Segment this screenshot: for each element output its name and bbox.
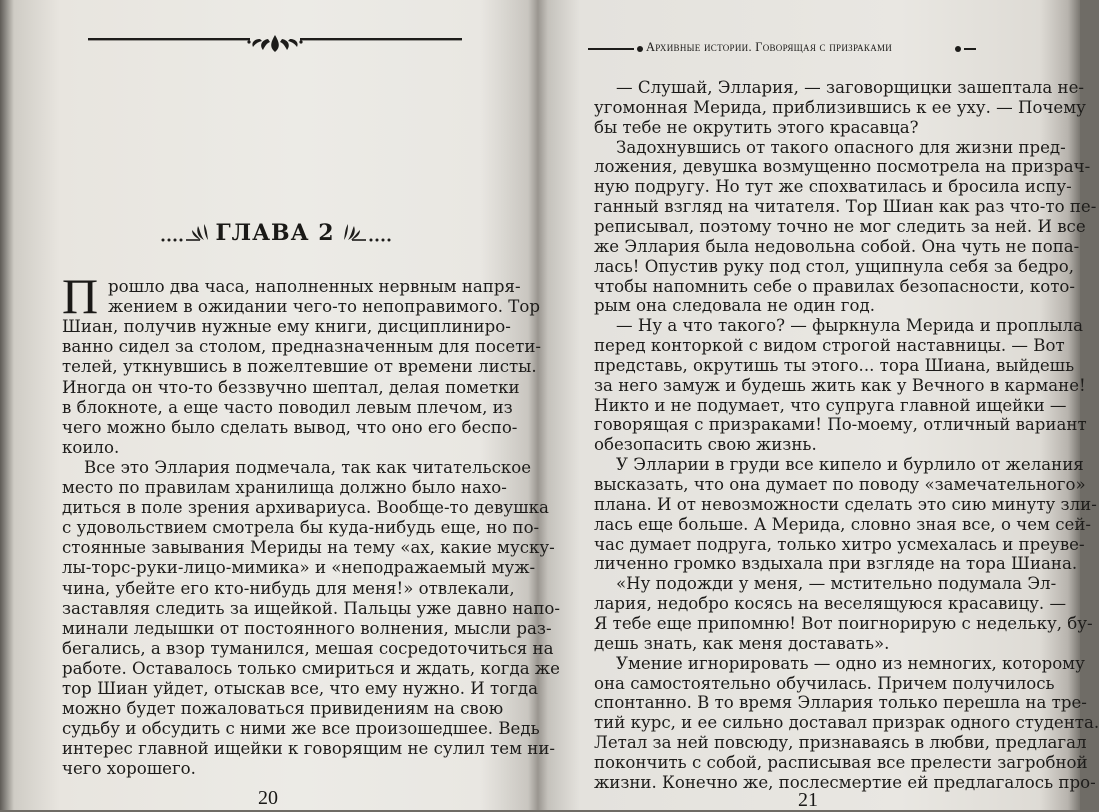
text-line: тор Шиан уйдет, отыскав все, что ему нужно. И тогда [62, 679, 539, 698]
text-line: можно будет пожаловаться привидениям на свою [62, 699, 504, 719]
text-line: заставляя следить за ищейкой. Пальцы уже давно напо- [62, 598, 560, 618]
drop-cap: П [62, 268, 99, 324]
text-line: Шиан, получив нужные ему книги, дисциплиниро- [62, 317, 511, 337]
text-line: Все это Эллария подмечала, так как читательское [84, 457, 532, 477]
text-line: бы тебе не окрутить этого красавца? [594, 117, 919, 137]
text-line: — Ну а что такого? — фыркнула Мерида и проплыла [616, 316, 1083, 336]
text-line: стоянные завывания Мериды на тему «ах, какие муску- [62, 538, 555, 558]
text-line: с удовольствием смотрела бы куда-нибудь еще, но по- [62, 518, 540, 538]
text-line: чего хорошего. [62, 759, 196, 779]
text-line: же Эллария была недовольна собой. Она чуть не попа- [594, 236, 1080, 256]
text-line: У Элларии в груди все кипело и бурлило от желания [616, 455, 1084, 475]
header-ornament-icon [88, 30, 462, 54]
text-line: плана. И от невозможности сделать это сию минуту зли- [594, 494, 1097, 514]
text-line: рым она следовала не один год. [594, 296, 875, 316]
text-line: Умение игнорировать — одно из немногих, которому [616, 653, 1085, 673]
text-line: жизни. Конечно же, послесмертие ей предлагалось про- [594, 772, 1096, 792]
text-line: в блокноте, а еще часто поводил левым плечом, из [62, 397, 513, 417]
text-line: за него замуж и будешь жить как у Вечного в кармане! [594, 375, 1086, 395]
text-line: работе. Оставалось только смириться и ждать, когда же [62, 658, 560, 678]
text-line: — Слушай, Эллария, — заговорщицки зашептала не- [616, 78, 1085, 97]
text-line: коило. [62, 437, 120, 457]
text-line: высказать, что она думает по поводу «замечательного» [594, 475, 1086, 494]
text-line: чего можно было сделать вывод, что оно его беспо- [62, 417, 518, 437]
text-line: представь, окрутишь ты этого... тора Шиана, выйдешь [594, 355, 1075, 375]
text-line: лария, недобро косясь на веселящуюся красавицу. — [594, 594, 1067, 614]
chapter-title: ГЛАВА 2 [215, 220, 335, 246]
text-line: лась! Опустив руку под стол, ущипнула себя за бедро, [594, 256, 1074, 276]
text-line: Иногда он что-то беззвучно шептал, делая пометки [62, 377, 520, 397]
chapter-ornament-right-icon [342, 222, 392, 246]
text-line: чтобы напомнить себе о правилах безопасности, кото- [594, 276, 1076, 296]
text-line: час думает подруга, только хитро усмехалась и преуве- [594, 534, 1085, 554]
text-line: Летал за ней повсюду, признаваясь в любви, предлагал [594, 733, 1087, 753]
page-number-left: 20 [258, 787, 278, 809]
text-line: ванно сидел за столом, предназначенным для посети- [62, 337, 541, 357]
text-line: покончить с собой, расписывая все прелести загробной [594, 752, 1088, 772]
text-line: чина, убейте его кто-нибудь для меня!» отвлекали, [62, 578, 515, 598]
chapter-ornament-left-icon [160, 222, 210, 246]
text-line: спонтанно. В то время Эллария только перешла на тре- [594, 693, 1087, 713]
text-line: «Ну подожди у меня, — мстительно подумала Эл- [616, 574, 1057, 594]
text-line: перед конторкой с видом строгой наставницы. — Вот [594, 336, 1065, 356]
text-line: угомонная Мерида, приблизившись к ее уху. — Почему [594, 97, 1086, 117]
text-line: рошло два часа, наполненных нервным напря- [108, 277, 521, 296]
text-line: Я тебе еще припомню! Вот поигнорирую с недельку, бу- [594, 613, 1093, 633]
text-line: ную подругу. Но тут же спохватилась и бросила испу- [594, 177, 1072, 197]
page-number-right: 21 [798, 789, 818, 811]
right-page [540, 0, 1099, 811]
running-head-title: Архивные истории. Говорящая с призраками [646, 40, 893, 54]
text-line: реписывал, поэтому точно не мог следить за ней. И все [594, 216, 1086, 236]
text-line: ложения, девушка возмущенно посмотрела на призрач- [594, 157, 1091, 177]
text-line: диться в поле зрения архивариуса. Вообще-то девушка [62, 498, 549, 518]
text-line: обезопасить свою жизнь. [594, 435, 817, 455]
text-line: жением в ожидании чего-то непоправимого. Тор [108, 297, 540, 317]
text-line: интерес главной ищейки к говорящим не сулил тем ни- [62, 739, 556, 759]
text-line: Никто и не подумает, что супруга главной ищейки — [594, 395, 1067, 415]
text-line: судьбу и обсудить с ними же все произошедшее. Ведь [62, 719, 540, 739]
text-line: она самостоятельно обучилась. Причем получилось [594, 673, 1055, 693]
text-line: лы-торс-руки-лицо-мимика» и «неподражаемый муж- [62, 558, 536, 578]
text-line: ганный взгляд на читателя. Тор Шиан как раз что-то пе- [594, 197, 1097, 217]
text-line: минали ледышки от постоянного волнения, мысли раз- [62, 618, 552, 638]
text-line: лась еще больше. А Мерида, словно зная все, о чем сей- [594, 514, 1091, 534]
chapter-heading [160, 216, 390, 250]
text-line: тий курс, и ее сильно доставал призрак одного студента. [594, 713, 1099, 733]
text-line: говорящая с призраками! По-моему, отличный вариант [594, 415, 1087, 435]
text-line: место по правилам хранилища должно было нахо- [62, 478, 507, 497]
text-line: личенно громко вздыхала при взгляде на тора Шиана. [594, 554, 1078, 574]
text-line: телей, уткнувшись в пожелтевшие от времени листы. [62, 357, 537, 377]
text-line: дешь знать, как меня доставать». [594, 633, 890, 653]
text-line: Задохнувшись от такого опасного для жизни пред- [616, 137, 1066, 157]
text-line: бегались, а взор туманился, мешая сосредоточиться на [62, 638, 554, 658]
